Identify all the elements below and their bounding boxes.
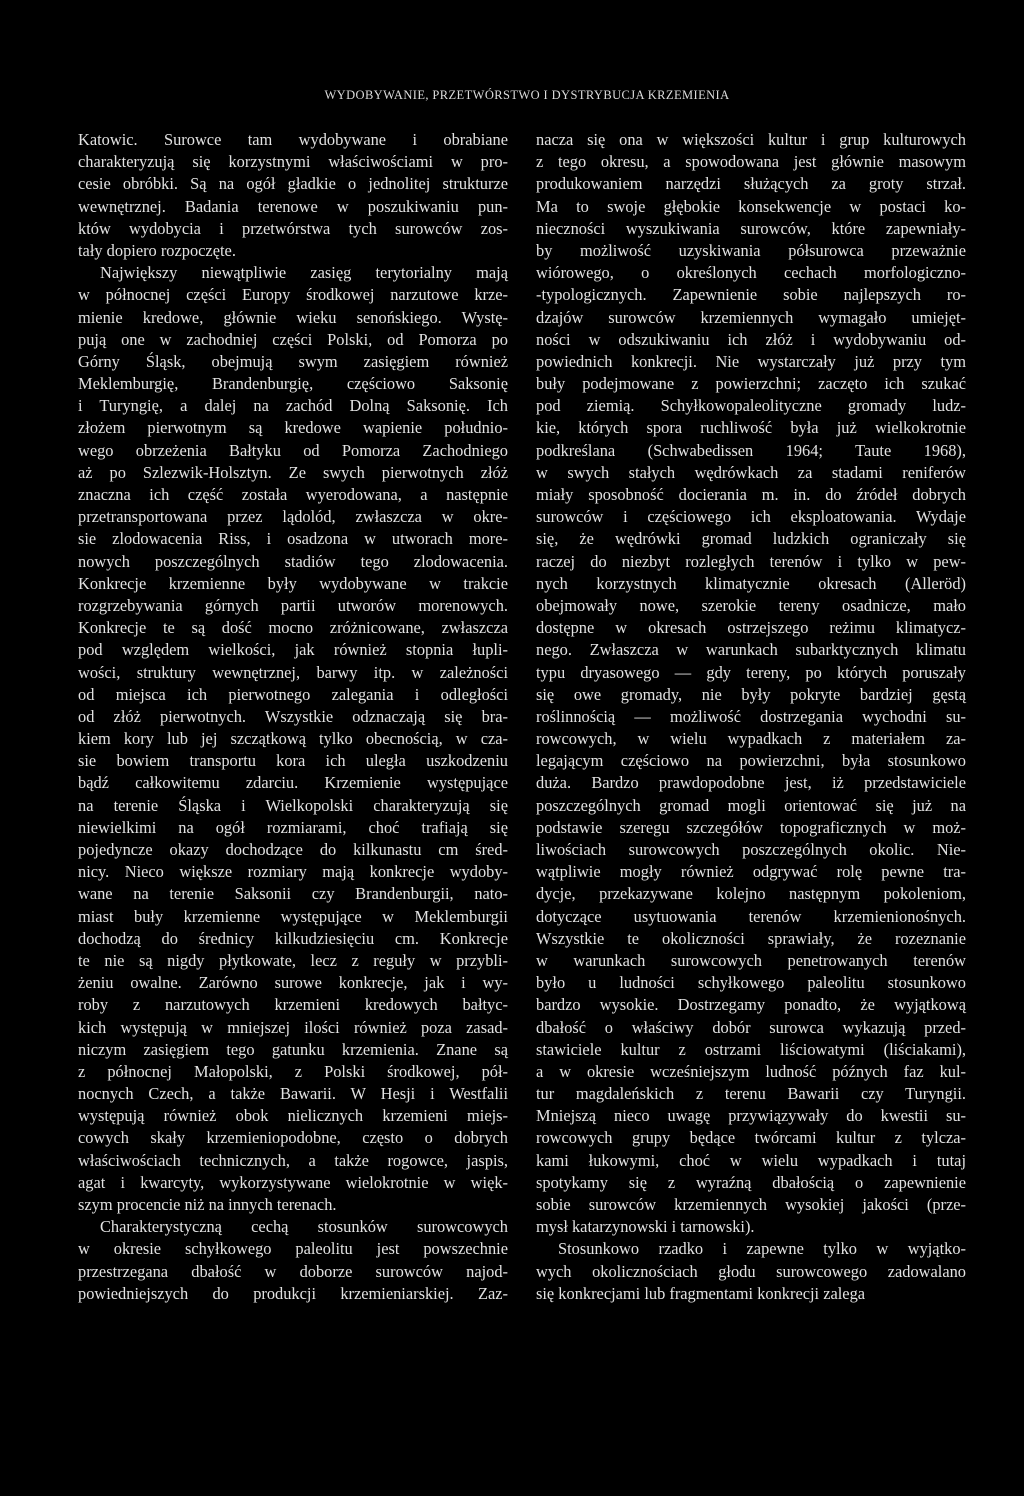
text-line: wątpliwie mogły również odgrywać rolę pewne tra-: [536, 862, 966, 882]
text-line: się, że wędrówki gromad ludzkich ograniczały się: [536, 529, 966, 549]
text-line: nowych poszczególnych stadiów tego zlodowacenia.: [78, 551, 508, 571]
text-line: -typologicznych. Zapewnienie sobie najlepszych ro-: [536, 285, 966, 305]
text-line: występują również obok nielicznych krzemieni miejs-: [78, 1106, 508, 1126]
text-line: dotyczące usytuowania terenów krzemienionośnych.: [536, 906, 966, 926]
text-line: Ma to swoje głębokie konsekwencje w postaci ko-: [536, 196, 966, 216]
text-line: roślinnością — możliwość dostrzegania wychodni su-: [536, 706, 966, 726]
text-line: Stosunkowo rzadko i zapewne tylko w wyjątko-: [558, 1239, 966, 1259]
text-line: w swych stałych wędrówkach za stadami reniferów: [536, 462, 966, 482]
text-line: buły podejmowane z powierzchni; zaczęto ich szukać: [536, 374, 966, 394]
text-line: znaczna ich część została wyerodowana, a następnie: [78, 485, 508, 504]
text-line: pod ziemią. Schyłkowopaleolityczne gromady ludz-: [536, 396, 966, 416]
text-line: i Turyngię, a dalej na zachód Dolną Saksonię. Ich: [78, 396, 508, 416]
text-line: a w okresie wcześniejszym ludność późnych faz kul-: [536, 1061, 966, 1081]
running-title: WYDOBYWANIE, PRZETWÓRSTWO I DYSTRYBUCJA KRZEMIENIA: [324, 88, 730, 102]
text-line: z północnej Małopolski, z Polski środkowej, pół-: [78, 1061, 508, 1081]
text-line: niewielkimi na ogół rozmiarami, choć trafiają się: [78, 817, 508, 837]
text-line: kie, których spora ruchliwość była już wielkokrotnie: [536, 418, 966, 438]
text-line: typu dryasowego — gdy tereny, po których poruszały: [536, 662, 966, 682]
text-line: cowych skały krzemieniopodobne, często o dobrych: [78, 1128, 508, 1148]
text-line: Katowic. Surowce tam wydobywane i obrabiane: [78, 130, 508, 149]
text-line: nocnych Czech, a także Bawarii. W Hesji i Westfalii: [78, 1084, 508, 1104]
text-line: wiórowego, o określonych cechach morfologiczno-: [536, 263, 966, 283]
text-line: któw wydobycia i przetwórstwa tych surowców zos-: [78, 218, 508, 238]
text-line: podkreślana (Schwabedissen 1964; Taute 1968),: [536, 440, 966, 460]
text-line: właściwościach technicznych, a także rogowce, jaspis,: [78, 1150, 508, 1170]
text-line: raczej do niezbyt rozległych terenów i tylko w pew-: [536, 551, 966, 571]
text-line: rozgrzebywania górnych partii utworów morenowych.: [78, 595, 508, 615]
text-line: miast buły krzemienne występujące w Meklemburgii: [78, 906, 508, 926]
text-line: kiem kory lub jej szczątkową tylko obecnością, w cza-: [78, 729, 508, 749]
text-line: Charakterystyczną cechą stosunków surowcowych: [100, 1217, 508, 1237]
text-line: sie zlodowacenia Riss, i osadzona w utworach more-: [78, 529, 508, 549]
text-line: sobie surowców krzemiennych wysokiej jakości (prze-: [536, 1195, 966, 1214]
text-line: bardzo wysokie. Dostrzegamy ponadto, że wyjątkową: [536, 995, 966, 1015]
text-line: charakteryzują się korzystnymi właściwościami w pro-: [78, 152, 508, 172]
text-line: przestrzegana dbałość w doborze surowców najod-: [78, 1261, 508, 1281]
text-line: pują one w zachodniej części Polski, od Pomorza po: [78, 329, 508, 349]
text-line: w warunkach surowcowych penetrowanych terenów: [536, 950, 966, 970]
text-line: by możliwość uzyskiwania półsurowca przeważnie: [536, 240, 966, 260]
text-line: Największy niewątpliwie zasięg terytorialny mają: [100, 263, 508, 283]
text-line: na terenie Śląska i Wielkopolski charakteryzują się: [78, 795, 508, 815]
text-line: roby z narzutowych krzemieni kredowych bałtyc-: [78, 995, 508, 1015]
text-line: wości, struktury wewnętrznej, barwy itp. w zależności: [78, 662, 508, 682]
text-line: te nie są nigdy płytkowate, lecz z reguły w przybli-: [78, 950, 508, 970]
text-line: dostępne w okresach ostrzejszego reżimu klimatycz-: [536, 618, 966, 638]
text-line: rowcowych grupy będące twórcami kultur z tylcza-: [536, 1128, 966, 1148]
text-line: wego obrzeżenia Bałtyku od Pomorza Zachodniego: [78, 440, 508, 460]
text-line: sie bowiem transportu kora ich uległa uszkodzeniu: [78, 751, 508, 771]
right-text-column: [536, 129, 966, 1305]
text-line: dycje, przekazywane kolejno następnym pokoleniom,: [536, 884, 966, 904]
text-line: z tego okresu, a spowodowana jest głównie masowym: [536, 152, 966, 172]
text-line: dbałość o właściwy dobór surowca wykazują przed-: [536, 1017, 966, 1037]
text-line: cesie obróbki. Są na ogół gładkie o jednolitej strukturze: [78, 174, 508, 194]
text-line: agat i kwarcyty, wykorzystywane wielokrotnie w więk-: [78, 1172, 508, 1192]
text-line: mienie kredowe, głównie wieku senońskiego. Wystę-: [78, 307, 508, 327]
text-line: pod względem wielkości, jak również stopnia łupli-: [78, 640, 508, 660]
text-line: tur magdaleńskich z terenu Bawarii czy Turyngii.: [536, 1084, 966, 1104]
text-line: wane na terenie Saksonii czy Brandenburgii, nato-: [78, 884, 508, 904]
text-line: stawiciele kultur z ostrzami liściowatymi (liściakami),: [536, 1039, 966, 1059]
text-line: nieczności wyszukiwania surowców, które zapewniały-: [536, 218, 966, 238]
text-line: poszczególnych gromad mogli orientować się już na: [536, 795, 966, 815]
text-line: miały sposobność docierania m. in. do źródeł dobrych: [536, 485, 966, 504]
text-line: liwościach surowcowych poszczególnych okolic. Nie-: [536, 840, 966, 859]
text-line: Konkrecje krzemienne były wydobywane w trakcie: [78, 573, 508, 593]
text-line: legającym częściowo na powierzchni, była stosunkowo: [536, 751, 966, 771]
text-line: powiedniejszych do produkcji krzemieniarskiej. Zaz-: [78, 1283, 508, 1303]
text-line: Konkrecje te są dość mocno zróżnicowane, zwłaszcza: [78, 618, 508, 638]
text-line: Mniejszą nieco uwagę przywiązywały do kwestii su-: [536, 1106, 966, 1126]
text-line: Górny Śląsk, obejmują swym zasięgiem również: [78, 351, 508, 371]
text-line: przetransportowana przez lądolód, zwłaszcza w okre-: [78, 507, 508, 527]
text-line: nego. Zwłaszcza w warunkach subarktycznych klimatu: [536, 640, 966, 660]
text-line: złożem pierwotnym są kredowe wapienie południo-: [78, 418, 508, 438]
text-line: dochodzą do średnicy kilkudziesięciu cm. Konkrecje: [78, 928, 508, 948]
text-line: nych korzystnych klimatycznie okresach (Alleröd): [536, 573, 966, 593]
text-line: w północnej części Europy środkowej narzutowe krze-: [78, 285, 508, 305]
text-line: pojedyncze okazy dochodzące do kilkunastu cm śred-: [78, 840, 508, 859]
text-line: żeniu owalne. Zarówno surowe konkrecje, jak i wy-: [78, 973, 508, 993]
text-line: Meklemburgię, Brandenburgię, częściowo Saksonię: [78, 374, 508, 394]
text-line: powiednich konkrecji. Nie wystarczały już przy tym: [536, 351, 966, 371]
text-line: spotykamy się z wyraźną dbałością o zapewnienie: [536, 1172, 966, 1192]
text-line: bądź całkowitemu zdarciu. Krzemienie występujące: [78, 773, 508, 793]
text-line: od miejsca ich pierwotnego zalegania i odległości: [78, 684, 508, 704]
text-line: wewnętrznej. Badania terenowe w poszukiwaniu pun-: [78, 196, 508, 216]
text-line: w okresie schyłkowego paleolitu jest powszechnie: [78, 1239, 508, 1259]
text-line: mysł katarzynowski i tarnowski).: [536, 1217, 755, 1237]
text-line: rowcowych, w wielu wypadkach z materiałem za-: [536, 729, 966, 749]
text-line: duża. Bardzo prawdopodobne jest, iż przedstawiciele: [536, 773, 966, 793]
text-line: się owe gromady, nie były pokryte bardziej gęstą: [536, 684, 966, 704]
text-line: nacza się ona w większości kultur i grup kulturowych: [536, 130, 966, 149]
text-line: wych okolicznościach głodu surowcowego zadowalano: [536, 1261, 966, 1281]
text-line: podstawie szeregu szczegółów topograficznych w moż-: [536, 817, 966, 837]
text-line: obejmowały nowe, szerokie tereny osadnicze, mało: [536, 595, 966, 615]
text-line: kich występują w mniejszej ilości również poza zasad-: [78, 1017, 508, 1037]
left-text-column: [78, 129, 508, 1305]
text-line: niczym zasięgiem tego gatunku krzemienia. Znane są: [78, 1039, 508, 1059]
text-line: tały dopiero rozpoczęte.: [78, 240, 236, 260]
text-line: surowców i częściowego ich eksploatowania. Wydaje: [536, 507, 966, 527]
text-line: się konkrecjami lub fragmentami konkrecji zalega: [536, 1283, 866, 1303]
text-line: szym procencie niż na innych terenach.: [78, 1195, 337, 1214]
text-line: produkowaniem narzędzi służących za groty strzał.: [536, 174, 966, 194]
text-line: ności w odszukiwaniu ich złóż i wydobywaniu od-: [536, 329, 966, 349]
text-line: kami łukowymi, choć w wielu wypadkach i tutaj: [536, 1150, 966, 1170]
text-line: od złóż pierwotnych. Wszystkie odznaczają się bra-: [78, 706, 508, 726]
text-line: było u ludności schyłkowego paleolitu stosunkowo: [536, 973, 966, 993]
text-line: nicy. Nieco większe rozmiary mają konkrecje wydoby-: [78, 862, 508, 882]
text-line: dzajów surowców krzemiennych wymagało umiejęt-: [536, 307, 966, 327]
text-line: Wszystkie te okoliczności sprawiały, że rozeznanie: [536, 928, 966, 948]
text-line: aż po Szlezwik-Holsztyn. Ze swych pierwotnych złóż: [78, 462, 508, 482]
